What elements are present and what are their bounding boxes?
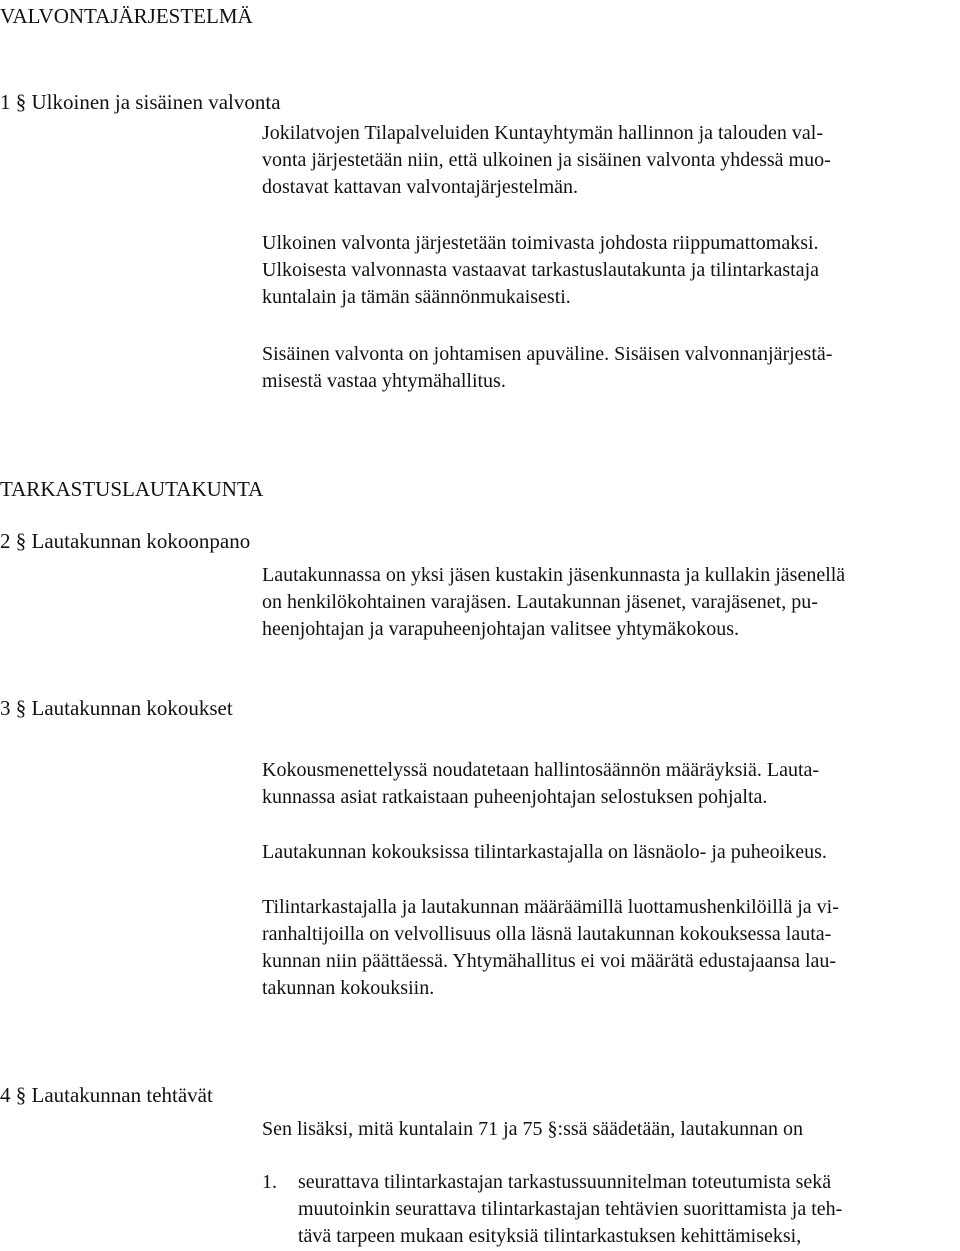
paragraph bbox=[262, 230, 960, 311]
paragraph-line: Lautakunnan kokouksissa tilintarkastajalla on läsnäolo- ja puheoikeus. bbox=[262, 841, 827, 863]
paragraph bbox=[262, 562, 960, 643]
paragraph-line: Kokousmenettelyssä noudatetaan hallintosäännön määräyksiä. Lauta- bbox=[262, 759, 820, 781]
paragraph-line: Ulkoisesta valvonnasta vastaavat tarkastuslautakunta ja tilintarkastaja bbox=[262, 259, 820, 281]
paragraph bbox=[262, 894, 960, 1002]
chapter-heading: TARKASTUSLAUTAKUNTA bbox=[0, 477, 264, 501]
paragraph-line: Tilintarkastajalla ja lautakunnan määräämillä luottamushenkilöillä ja vi- bbox=[262, 896, 839, 918]
list-item-text bbox=[298, 1169, 842, 1250]
paragraph-line: Ulkoinen valvonta järjestetään toimivasta johdosta riippumattomaksi. bbox=[262, 232, 819, 254]
section-heading-1: 1 § Ulkoinen ja sisäinen valvonta bbox=[0, 90, 281, 114]
section-heading-3: 3 § Lautakunnan kokoukset bbox=[0, 696, 233, 720]
section-heading-2: 2 § Lautakunnan kokoonpano bbox=[0, 529, 251, 553]
paragraph-line: takunnan kokouksiin. bbox=[262, 977, 435, 999]
paragraph-line: dostavat kattavan valvontajärjestelmän. bbox=[262, 176, 578, 198]
list-item-line: tävä tarpeen mukaan esityksiä tilintarkastuksen kehittämiseksi, bbox=[298, 1225, 802, 1247]
paragraph bbox=[262, 1116, 960, 1143]
paragraph-line: heenjohtajan ja varapuheenjohtajan valitsee yhtymäkokous. bbox=[262, 618, 740, 640]
paragraph-line: Jokilatvojen Tilapalveluiden Kuntayhtymän hallinnon ja talouden val- bbox=[262, 122, 824, 144]
paragraph-line: kunnassa asiat ratkaistaan puheenjohtajan selostuksen pohjalta. bbox=[262, 786, 768, 808]
section-heading-4: 4 § Lautakunnan tehtävät bbox=[0, 1083, 213, 1107]
paragraph-line: Sen lisäksi, mitä kuntalain 71 ja 75 §:ssä säädetään, lautakunnan on bbox=[262, 1118, 803, 1140]
paragraph-line: ranhaltijoilla on velvollisuus olla läsnä lautakunnan kokouksessa lauta- bbox=[262, 923, 832, 945]
paragraph bbox=[262, 839, 960, 866]
document-title: VALVONTAJÄRJESTELMÄ bbox=[0, 4, 253, 28]
paragraph bbox=[262, 120, 960, 201]
paragraph bbox=[262, 757, 960, 811]
paragraph-line: kuntalain ja tämän säännönmukaisesti. bbox=[262, 286, 571, 308]
paragraph-line: Lautakunnassa on yksi jäsen kustakin jäsenkunnasta ja kullakin jäsenellä bbox=[262, 564, 846, 586]
paragraph-line: vonta järjestetään niin, että ulkoinen ja sisäinen valvonta yhdessä muo- bbox=[262, 149, 831, 171]
paragraph-line: on henkilökohtainen varajäsen. Lautakunnan jäsenet, varajäsenet, pu- bbox=[262, 591, 818, 613]
paragraph-line: kunnan niin päättäessä. Yhtymähallitus ei voi määrätä edustajaansa lau- bbox=[262, 950, 837, 972]
paragraph-line: Sisäinen valvonta on johtamisen apuväline. Sisäisen valvonnanjärjestä- bbox=[262, 343, 833, 365]
list-item-line: muutoinkin seurattava tilintarkastajan tehtävien suorittamista ja teh- bbox=[298, 1198, 843, 1220]
list-item-line: seurattava tilintarkastajan tarkastussuunnitelman toteutumista sekä bbox=[298, 1171, 832, 1193]
paragraph bbox=[262, 341, 960, 395]
list-item-number: 1. bbox=[262, 1171, 277, 1193]
paragraph-line: misestä vastaa yhtymähallitus. bbox=[262, 370, 506, 392]
